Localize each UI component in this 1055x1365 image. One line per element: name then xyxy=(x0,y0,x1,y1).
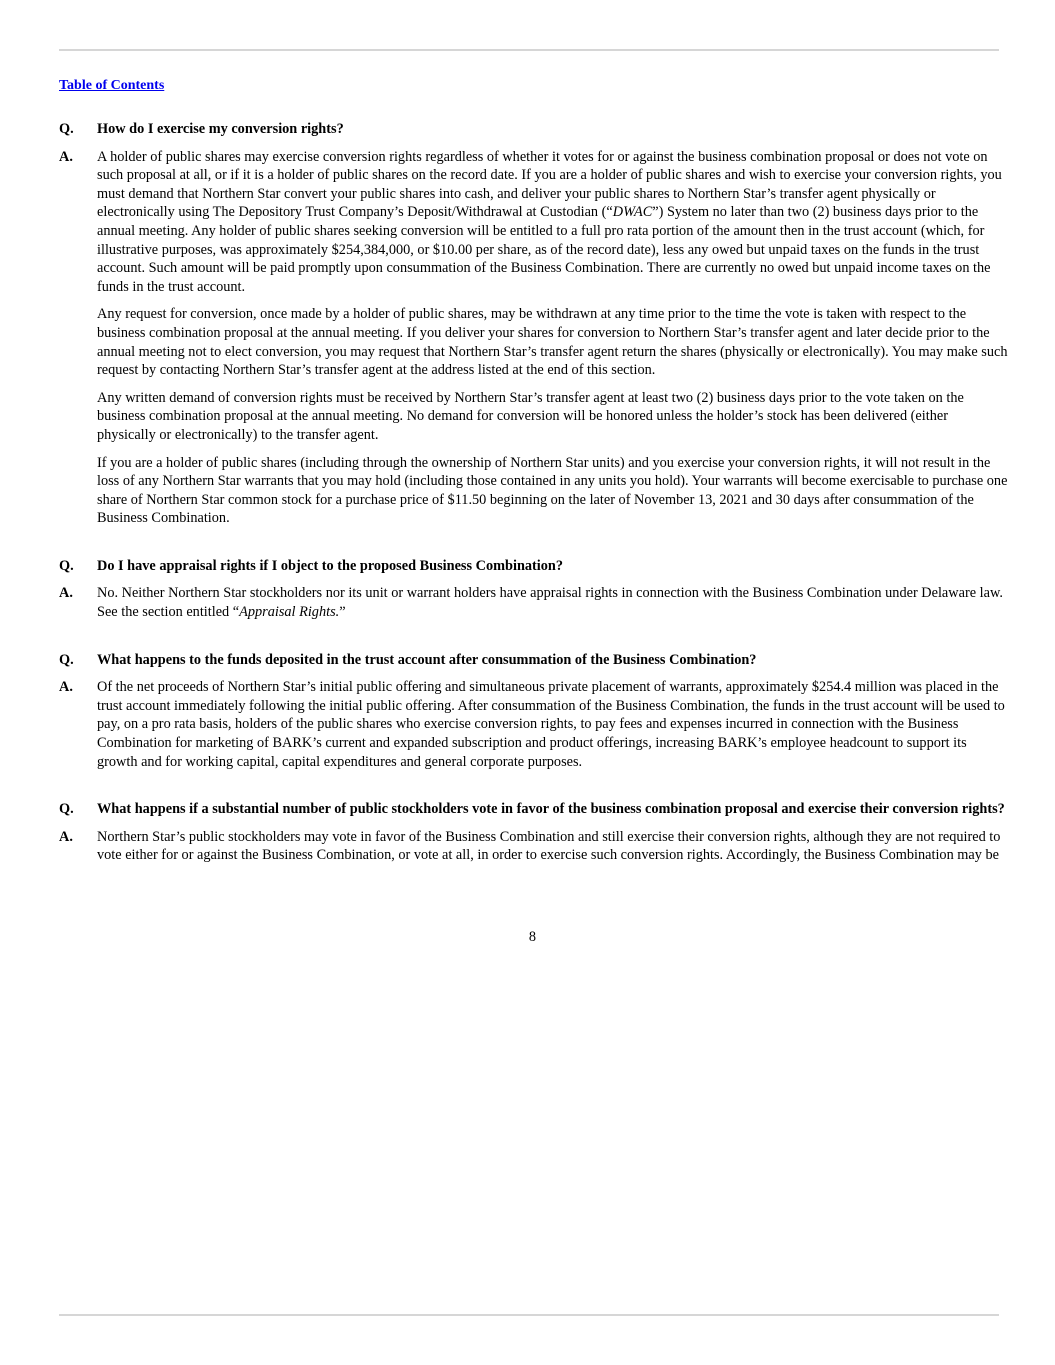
question-text: Do I have appraisal rights if I object to the proposed Business Combination? xyxy=(97,557,564,574)
answer-row xyxy=(59,678,1009,771)
question-row xyxy=(59,800,1009,819)
top-divider xyxy=(59,49,999,51)
question-text: What happens to the funds deposited in the trust account after consummation of the Business Combination? xyxy=(97,651,757,668)
answer-paragraph: Any request for conversion, once made by a holder of public shares, may be withdrawn at any time prior to the time the vote is taken with respect to the business combination proposal at the annual meeting. If you deliver your shares for conversion to Northern Star’s transfer agent and later decide prior to the annual meeting not to elect conversion, you may request that Northern Star’s transfer agent return the shares (physically or electronically). You may make such request by contacting Northern Star’s transfer agent at the address listed at the end of this section. xyxy=(97,306,1008,379)
answer-label: A. xyxy=(59,679,73,696)
answer-row xyxy=(59,148,1009,297)
table-of-contents-link[interactable]: Table of Contents xyxy=(59,78,165,93)
answer-label: A. xyxy=(59,148,73,165)
question-label: Q. xyxy=(59,121,74,137)
question-row xyxy=(59,651,1009,670)
answer-text: A holder of public shares may exercise conversion rights regardless of whether it votes for or against the business combination proposal or does not vote on such proposal at all, or if it is a holder of public shares on the record date. If you are a holder of public shares and wish to exercise your conversion rights, you must demand that Northern Star convert your public shares into cash, and deliver your public shares to Northern Star’s transfer agent physically or electronically using The Depository Trust Company’s Deposit/Withdrawal at Custodian (“DWAC”) System no later than two (2) business days prior to the annual meeting. Any holder of public shares seeking conversion will be entitled to a full pro rata portion of the amount then in the trust account (which, for illustrative purposes, was approximately $254,384,000, or $10.00 per share, as of the record date), less any owed but unpaid taxes on the funds in the trust account. Such amount will be paid promptly upon consummation of the Business Combination. There are currently no owed but unpaid income taxes on the funds in the trust account. xyxy=(97,148,1002,295)
question-row xyxy=(59,120,1009,139)
answer-label: A. xyxy=(59,828,73,845)
question-row xyxy=(59,557,1009,576)
page-number: 8 xyxy=(528,929,537,945)
document-body xyxy=(59,120,1009,865)
answer-row xyxy=(59,584,1009,621)
answer-label: A. xyxy=(59,585,73,602)
question-label: Q. xyxy=(59,801,74,818)
answer-text: Of the net proceeds of Northern Star’s initial public offering and simultaneous private placement of warrants, approximately $254.4 million was placed in the trust account immediately following the initial public offering. After consummation of the Business Combination, the funds in the trust account will be used to pay, on a pro rata basis, holders of the public shares who exercise conversion rights, to pay fees and expenses incurred in connection with the Business Combination for marketing of BARK’s current and expanded subscription and product offerings, increasing BARK’s employee headcount to support its growth and for working capital, capital expenditures and general corporate purposes. xyxy=(97,679,1005,770)
question-label: Q. xyxy=(59,651,74,668)
answer-text: No. Neither Northern Star stockholders nor its unit or warrant holders have appraisal rights in connection with the Business Combination under Delaware law. See the section entitled “Appraisal Rights.” xyxy=(97,585,1003,621)
bottom-divider xyxy=(59,1314,999,1316)
answer-paragraph: Any written demand of conversion rights must be received by Northern Star’s transfer agent at least two (2) business days prior to the vote taken on the business combination proposal at the annual meeting. No demand for conversion will be honored unless the holder’s stock has been delivered (either physically or electronically) to the transfer agent. xyxy=(97,389,964,443)
question-text: What happens if a substantial number of public stockholders vote in favor of the business combination proposal and exercise their conversion rights? xyxy=(97,801,1005,818)
question-text: How do I exercise my conversion rights? xyxy=(97,121,344,137)
answer-paragraph: If you are a holder of public shares (including through the ownership of Northern Star units) and you exercise your conversion rights, it will not result in the loss of any Northern Star warrants that you may hold (including those contained in any units you hold). Your warrants will become exercisable to purchase one share of Northern Star common stock for a purchase price of $11.50 beginning on the later of November 13, 2021 and 30 days after consummation of the Business Combination. xyxy=(97,454,1008,527)
answer-text: Northern Star’s public stockholders may vote in favor of the Business Combination and still exercise their conversion rights, although they are not required to vote either for or against the Business Combination, or vote at all, in order to exercise such conversion rights. Accordingly, the Business Combination may be xyxy=(97,828,1001,864)
question-label: Q. xyxy=(59,557,74,574)
answer-row xyxy=(59,828,1009,865)
